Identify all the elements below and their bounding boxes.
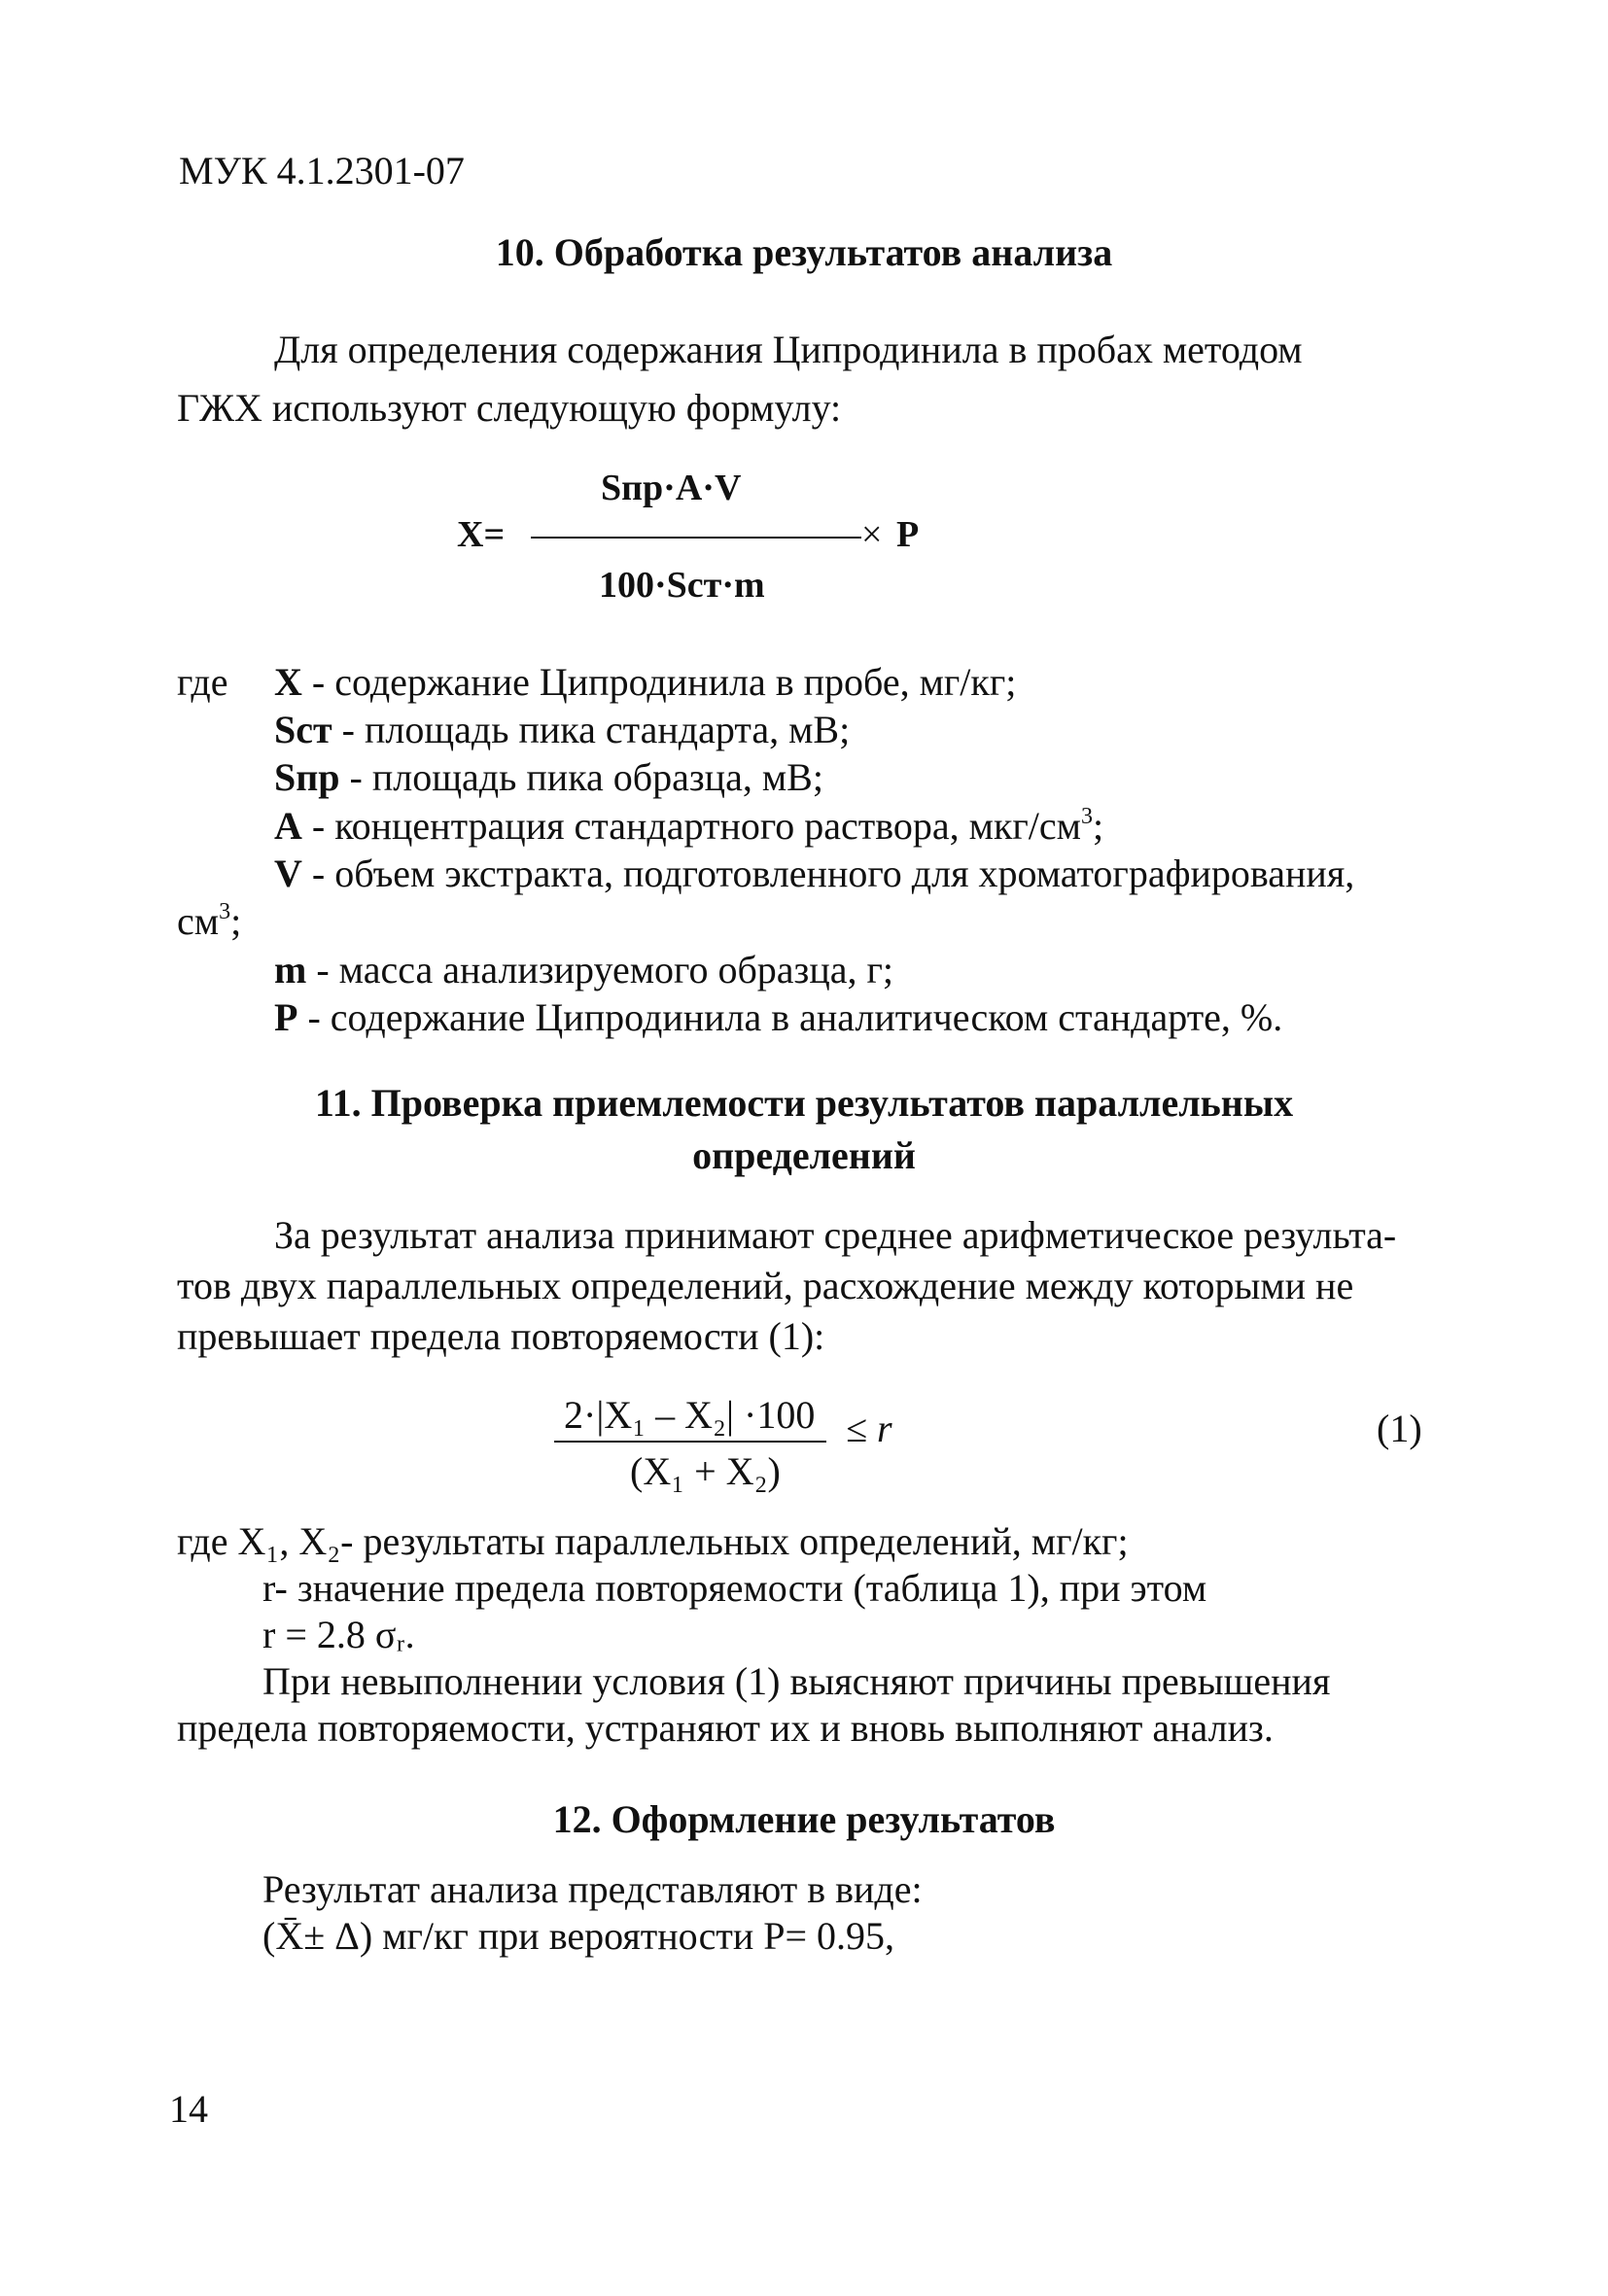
definition-spr: Sпр - площадь пика образца, мВ; [274, 755, 823, 799]
r-formula: r = 2.8 σᵣ. [262, 1613, 415, 1656]
definition-sst: Sст - площадь пика стандарта, мВ; [274, 708, 851, 751]
condition-line-2: предела повторяемости, устраняют их и вновь выполняют анализ. [177, 1706, 1274, 1750]
definition-x: X - содержание Ципродинила в пробе, мг/кг; [274, 660, 1017, 704]
definition-v-unit: $см^3$; [177, 899, 242, 943]
formula-denominator: 100·Sст·m [599, 565, 765, 606]
fraction-bar [554, 1441, 826, 1443]
section-10-intro [177, 321, 1431, 437]
formula-numerator: 2·|X₁ – X₂| ·100 [564, 1393, 816, 1437]
section-12-heading: 12. Оформление результатов [552, 1797, 1056, 1841]
where-results: где X₁, X₂- результаты параллельных определений, мг/кг; [177, 1519, 1129, 1563]
intro-line-2: ГЖХ используют следующую формулу: [177, 386, 842, 430]
definition-m: m - масса анализируемого образца, г; [274, 948, 894, 991]
result-format-line-1: Результат анализа представляют в виде: [262, 1867, 923, 1911]
formula-times: × [861, 514, 883, 555]
definition-a: А - концентрация стандартного раствора, мкг/$см^3$; [274, 804, 1104, 848]
section-11-heading: 11. Проверка приемлемости результатов параллельных определений [314, 1081, 1294, 1177]
formula-numerator: Sпр·A·V [601, 468, 742, 508]
fraction-bar [531, 537, 861, 539]
section-11-paragraph: За результат анализа принимают среднее арифметическое результа- тов двух параллельных определений, расхождение между которыми не превышает предела повторяемости (1): [177, 1213, 1397, 1358]
equation-number: (1) [1377, 1407, 1422, 1450]
where-label: где [177, 660, 228, 704]
formula-lhs: X= [457, 514, 506, 555]
condition-line-1: При невыполнении условия (1) выясняют причины превышения [262, 1659, 1331, 1703]
formula-relation: ≤ r [846, 1407, 892, 1450]
formula-denominator: (X₁ + X₂) [630, 1449, 781, 1493]
intro-line-1: Для определения содержания Ципродинила в пробах методом [274, 328, 1303, 371]
where-r: r- значение предела повторяемости (таблица 1), при этом [262, 1566, 1207, 1610]
section-10-heading: 10. Обработка результатов анализа [495, 230, 1113, 274]
formula-factor: P [896, 514, 920, 555]
definition-p: P - содержание Ципродинила в аналитическом стандарте, %. [274, 995, 1283, 1039]
document-code: МУК 4.1.2301-07 [179, 149, 465, 192]
repeatability-formula [554, 1392, 962, 1499]
formula-x [457, 457, 943, 612]
definition-v: V - объем экстракта, подготовленного для хроматографирования, [274, 852, 1355, 895]
page-number: 14 [169, 2087, 208, 2131]
result-format-line-2: (X̄± Δ) мг/кг при вероятности P= 0.95, [262, 1914, 895, 1958]
